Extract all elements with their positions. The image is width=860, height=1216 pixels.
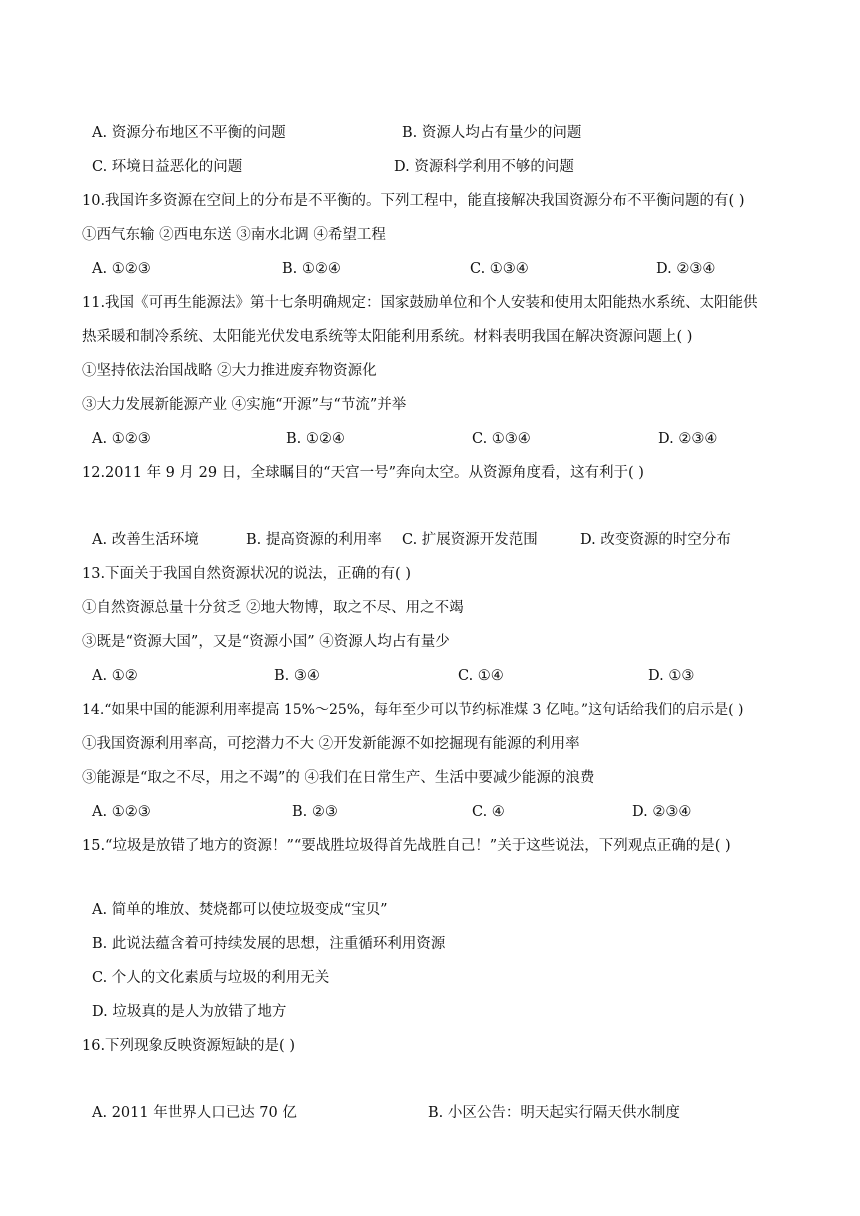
q16-option-a: A. 2011 年世界人口已达 70 亿 xyxy=(92,1105,297,1121)
q13-option-b: B. ③④ xyxy=(274,668,320,684)
q11-items-line1: ①坚持依法治国战略 ②大力推进废弃物资源化 xyxy=(82,363,377,379)
q13-items-line2: ③既是“资源大国”，又是“资源小国” ④资源人均占有量少 xyxy=(82,634,450,650)
q11-stem-line2: 热采暖和制冷系统、太阳能光伏发电系统等太阳能利用系统。材料表明我国在解决资源问题上( ) xyxy=(82,329,693,345)
q15-option-d: D. 垃圾真的是人为放错了地方 xyxy=(92,1004,287,1020)
q14-option-a: A. ①②③ xyxy=(92,804,151,820)
q15-option-c: C. 个人的文化素质与垃圾的利用无关 xyxy=(92,970,330,986)
q13-option-d: D. ①③ xyxy=(648,668,695,684)
q12-option-a: A. 改善生活环境 xyxy=(92,532,199,548)
q10-option-c: C. ①③④ xyxy=(470,261,529,277)
q13-option-a: A. ①② xyxy=(92,668,138,684)
q12-option-c: C. 扩展资源开发范围 xyxy=(402,532,538,548)
q12-stem: 12.2011 年 9 月 29 日，全球瞩目的“天宫一号”奔向太空。从资源角度看，这有利于( ) xyxy=(82,465,644,481)
q10-option-d: D. ②③④ xyxy=(656,261,716,277)
q13-stem: 13.下面关于我国自然资源状况的说法，正确的有( ) xyxy=(82,566,411,582)
q14-stem: 14.“如果中国的能源利用率提高 15%～25%，每年至少可以节约标准煤 3 亿吨。”这句话给我们的启示是( ) xyxy=(82,702,744,718)
q9-option-c: C. 环境日益恶化的问题 xyxy=(92,159,243,175)
q14-option-c: C. ④ xyxy=(472,804,505,820)
q10-option-a: A. ①②③ xyxy=(92,261,151,277)
q15-option-a: A. 简单的堆放、焚烧都可以使垃圾变成“宝贝” xyxy=(92,902,388,918)
q12-option-d: D. 改变资源的时空分布 xyxy=(580,532,731,548)
q10-option-b: B. ①②④ xyxy=(282,261,341,277)
q14-option-d: D. ②③④ xyxy=(632,804,692,820)
q11-option-d: D. ②③④ xyxy=(658,431,718,447)
q9-option-d: D. 资源科学利用不够的问题 xyxy=(394,159,574,175)
q14-option-b: B. ②③ xyxy=(292,804,338,820)
q11-stem-line1: 11.我国《可再生能源法》第十七条明确规定：国家鼓励单位和个人安装和使用太阳能热水系统、太阳能供 xyxy=(82,295,758,311)
q11-option-c: C. ①③④ xyxy=(472,431,531,447)
q15-option-b: B. 此说法蕴含着可持续发展的思想，注重循环利用资源 xyxy=(92,936,446,952)
q11-items-line2: ③大力发展新能源产业 ④实施“开源”与“节流”并举 xyxy=(82,397,407,413)
q13-option-c: C. ①④ xyxy=(458,668,504,684)
q14-items-line2: ③能源是“取之不尽，用之不竭”的 ④我们在日常生产、生活中要减少能源的浪费 xyxy=(82,770,595,786)
q14-items-line1: ①我国资源利用率高，可挖潜力不大 ②开发新能源不如挖掘现有能源的利用率 xyxy=(82,736,580,752)
q11-option-a: A. ①②③ xyxy=(92,431,151,447)
q10-stem: 10.我国许多资源在空间上的分布是不平衡的。下列工程中，能直接解决我国资源分布不平衡问题的有( ) xyxy=(82,193,745,209)
q9-option-b: B. 资源人均占有量少的问题 xyxy=(402,125,582,141)
q9-option-a: A. 资源分布地区不平衡的问题 xyxy=(92,125,286,141)
q12-option-b: B. 提高资源的利用率 xyxy=(246,532,382,548)
q15-stem: 15.“垃圾是放错了地方的资源！”“要战胜垃圾得首先战胜自己！”关于这些说法，下列观点正确的是( ) xyxy=(82,838,731,854)
q16-option-b: B. 小区公告：明天起实行隔天供水制度 xyxy=(428,1105,680,1121)
q10-items: ①西气东输 ②西电东送 ③南水北调 ④希望工程 xyxy=(82,227,386,243)
q11-option-b: B. ①②④ xyxy=(286,431,345,447)
q13-items-line1: ①自然资源总量十分贫乏 ②地大物博，取之不尽、用之不竭 xyxy=(82,600,464,616)
q16-stem: 16.下列现象反映资源短缺的是( ) xyxy=(82,1038,295,1054)
